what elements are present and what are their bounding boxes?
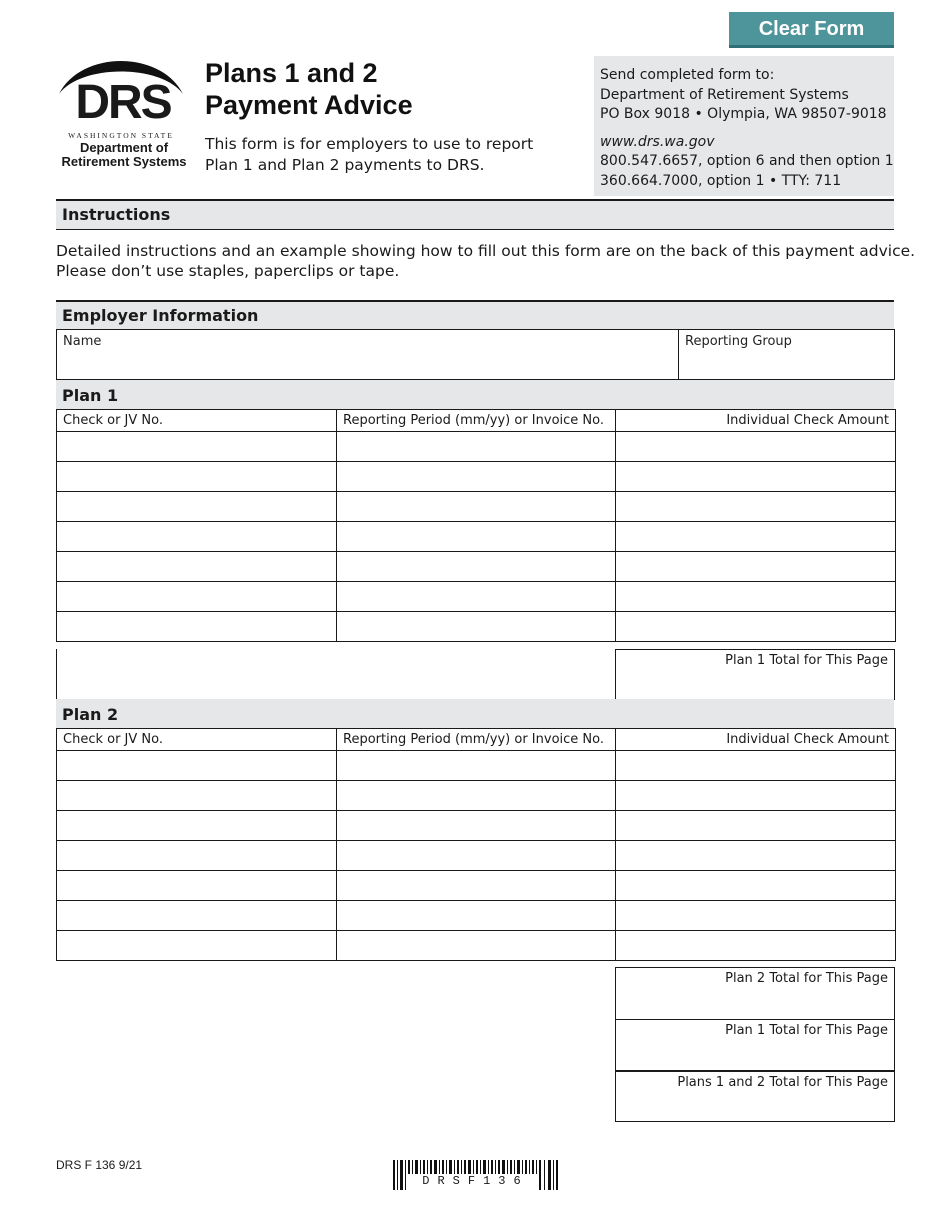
title-line-2: Payment Advice xyxy=(205,90,413,120)
plan1-col-period: Reporting Period (mm/yy) or Invoice No. xyxy=(337,410,616,432)
logo-abbr: DRS xyxy=(75,76,171,129)
drs-logo xyxy=(56,56,186,176)
plan1-header-row xyxy=(57,410,896,432)
plan1-amount-cell[interactable] xyxy=(616,492,896,522)
plan1-check-cell[interactable] xyxy=(57,462,337,492)
plan1-amount-cell[interactable] xyxy=(616,582,896,612)
plan1-period-cell[interactable] xyxy=(337,522,616,552)
plan2-amount-cell[interactable] xyxy=(616,751,896,781)
plan1-table xyxy=(56,409,896,642)
instructions-heading: Instructions xyxy=(56,199,894,230)
instructions-line-1: Detailed instructions and an example showing how to fill out this form are on the back of this payment advice. xyxy=(56,242,916,260)
plan2-check-cell[interactable] xyxy=(57,901,337,931)
plan2-check-cell[interactable] xyxy=(57,931,337,961)
contact-org: Department of Retirement Systems xyxy=(600,86,849,103)
plan1-check-cell[interactable] xyxy=(57,582,337,612)
plan2-check-cell[interactable] xyxy=(57,841,337,871)
plan1-amount-cell[interactable] xyxy=(616,552,896,582)
form-code: DRS F 136 9/21 xyxy=(56,1158,143,1172)
contact-send-to: Send completed form to: xyxy=(600,67,775,83)
plan2-period-cell[interactable] xyxy=(337,781,616,811)
employer-info-heading: Employer Information xyxy=(56,300,894,330)
plan2-header-row xyxy=(57,729,896,751)
table-row xyxy=(57,432,896,462)
plan2-table xyxy=(56,728,896,961)
plan2-check-cell[interactable] xyxy=(57,781,337,811)
combined-total-field[interactable] xyxy=(615,1070,895,1122)
plan2-heading: Plan 2 xyxy=(56,699,894,729)
plan2-amount-cell[interactable] xyxy=(616,871,896,901)
title-line-1: Plans 1 and 2 xyxy=(205,58,378,88)
plan2-period-cell[interactable] xyxy=(337,751,616,781)
plan1-check-cell[interactable] xyxy=(57,552,337,582)
table-row xyxy=(57,841,896,871)
plan1-period-cell[interactable] xyxy=(337,492,616,522)
table-row xyxy=(57,751,896,781)
plan1-check-cell[interactable] xyxy=(57,492,337,522)
instructions-text xyxy=(56,241,916,281)
instructions-line-2: Please don’t use staples, paperclips or tape. xyxy=(56,262,400,280)
plan2-period-cell[interactable] xyxy=(337,931,616,961)
plan2-col-check: Check or JV No. xyxy=(57,729,337,751)
table-row xyxy=(57,612,896,642)
plan2-period-cell[interactable] xyxy=(337,841,616,871)
table-row xyxy=(57,901,896,931)
logo-org-line2: Retirement Systems xyxy=(61,154,187,169)
subtitle-line-2: Plan 1 and Plan 2 payments to DRS. xyxy=(205,156,485,174)
plan2-amount-cell[interactable] xyxy=(616,841,896,871)
plan2-total-label: Plan 2 Total for This Page xyxy=(725,971,888,986)
clear-form-button[interactable]: Clear Form xyxy=(729,12,894,48)
plan2-amount-cell[interactable] xyxy=(616,931,896,961)
page-subtitle xyxy=(205,134,565,176)
table-row xyxy=(57,931,896,961)
plan1-period-cell[interactable] xyxy=(337,462,616,492)
table-row xyxy=(57,492,896,522)
table-row xyxy=(57,522,896,552)
plan2-amount-cell[interactable] xyxy=(616,901,896,931)
plan1-col-amount: Individual Check Amount xyxy=(616,410,896,432)
contact-phone-2: 360.664.7000, option 1 • TTY: 711 xyxy=(600,172,842,189)
plan2-period-cell[interactable] xyxy=(337,811,616,841)
table-row xyxy=(57,811,896,841)
table-row xyxy=(57,552,896,582)
employer-name-label: Name xyxy=(63,334,102,349)
logo-state: WASHINGTON STATE xyxy=(68,131,174,140)
plan1-amount-cell[interactable] xyxy=(616,462,896,492)
barcode-text: DRSF136 xyxy=(422,1174,529,1188)
plan1-heading: Plan 1 xyxy=(56,380,894,410)
plan2-check-cell[interactable] xyxy=(57,751,337,781)
combined-total-label: Plans 1 and 2 Total for This Page xyxy=(677,1075,888,1090)
plan1-total-summary-label: Plan 1 Total for This Page xyxy=(725,1023,888,1038)
page-title xyxy=(205,57,413,121)
table-row xyxy=(57,871,896,901)
plan1-check-cell[interactable] xyxy=(57,522,337,552)
plan1-total-summary-field[interactable] xyxy=(615,1019,895,1071)
table-row xyxy=(57,582,896,612)
plan2-amount-cell[interactable] xyxy=(616,781,896,811)
plan2-check-cell[interactable] xyxy=(57,871,337,901)
plan1-col-check: Check or JV No. xyxy=(57,410,337,432)
plan1-period-cell[interactable] xyxy=(337,432,616,462)
employer-name-field[interactable] xyxy=(56,329,679,380)
contact-address: PO Box 9018 • Olympia, WA 98507-9018 xyxy=(600,106,887,122)
plan1-period-cell[interactable] xyxy=(337,582,616,612)
plan1-amount-cell[interactable] xyxy=(616,612,896,642)
plan1-check-cell[interactable] xyxy=(57,612,337,642)
plan1-total-field[interactable] xyxy=(615,649,895,700)
table-row xyxy=(57,781,896,811)
contact-website: www.drs.wa.gov xyxy=(600,133,715,150)
plan2-period-cell[interactable] xyxy=(337,871,616,901)
plan1-total-label: Plan 1 Total for This Page xyxy=(725,653,888,668)
plan2-amount-cell[interactable] xyxy=(616,811,896,841)
reporting-group-field[interactable] xyxy=(678,329,895,380)
plan2-col-period: Reporting Period (mm/yy) or Invoice No. xyxy=(337,729,616,751)
plan1-period-cell[interactable] xyxy=(337,612,616,642)
subtitle-line-1: This form is for employers to use to report xyxy=(205,135,534,153)
contact-info-box xyxy=(594,56,894,196)
plan1-period-cell[interactable] xyxy=(337,552,616,582)
table-row xyxy=(57,462,896,492)
reporting-group-label: Reporting Group xyxy=(685,334,792,349)
contact-phone-1: 800.547.6657, option 6 and then option 1 xyxy=(600,153,894,169)
plan1-amount-cell[interactable] xyxy=(616,522,896,552)
plan2-check-cell[interactable] xyxy=(57,811,337,841)
logo-org-line1: Department of xyxy=(79,140,169,155)
plan2-col-amount: Individual Check Amount xyxy=(616,729,896,751)
plan2-total-field[interactable] xyxy=(615,967,895,1020)
plan1-blank-area xyxy=(56,649,616,700)
plan1-amount-cell[interactable] xyxy=(616,432,896,462)
plan2-period-cell[interactable] xyxy=(337,901,616,931)
plan1-check-cell[interactable] xyxy=(57,432,337,462)
